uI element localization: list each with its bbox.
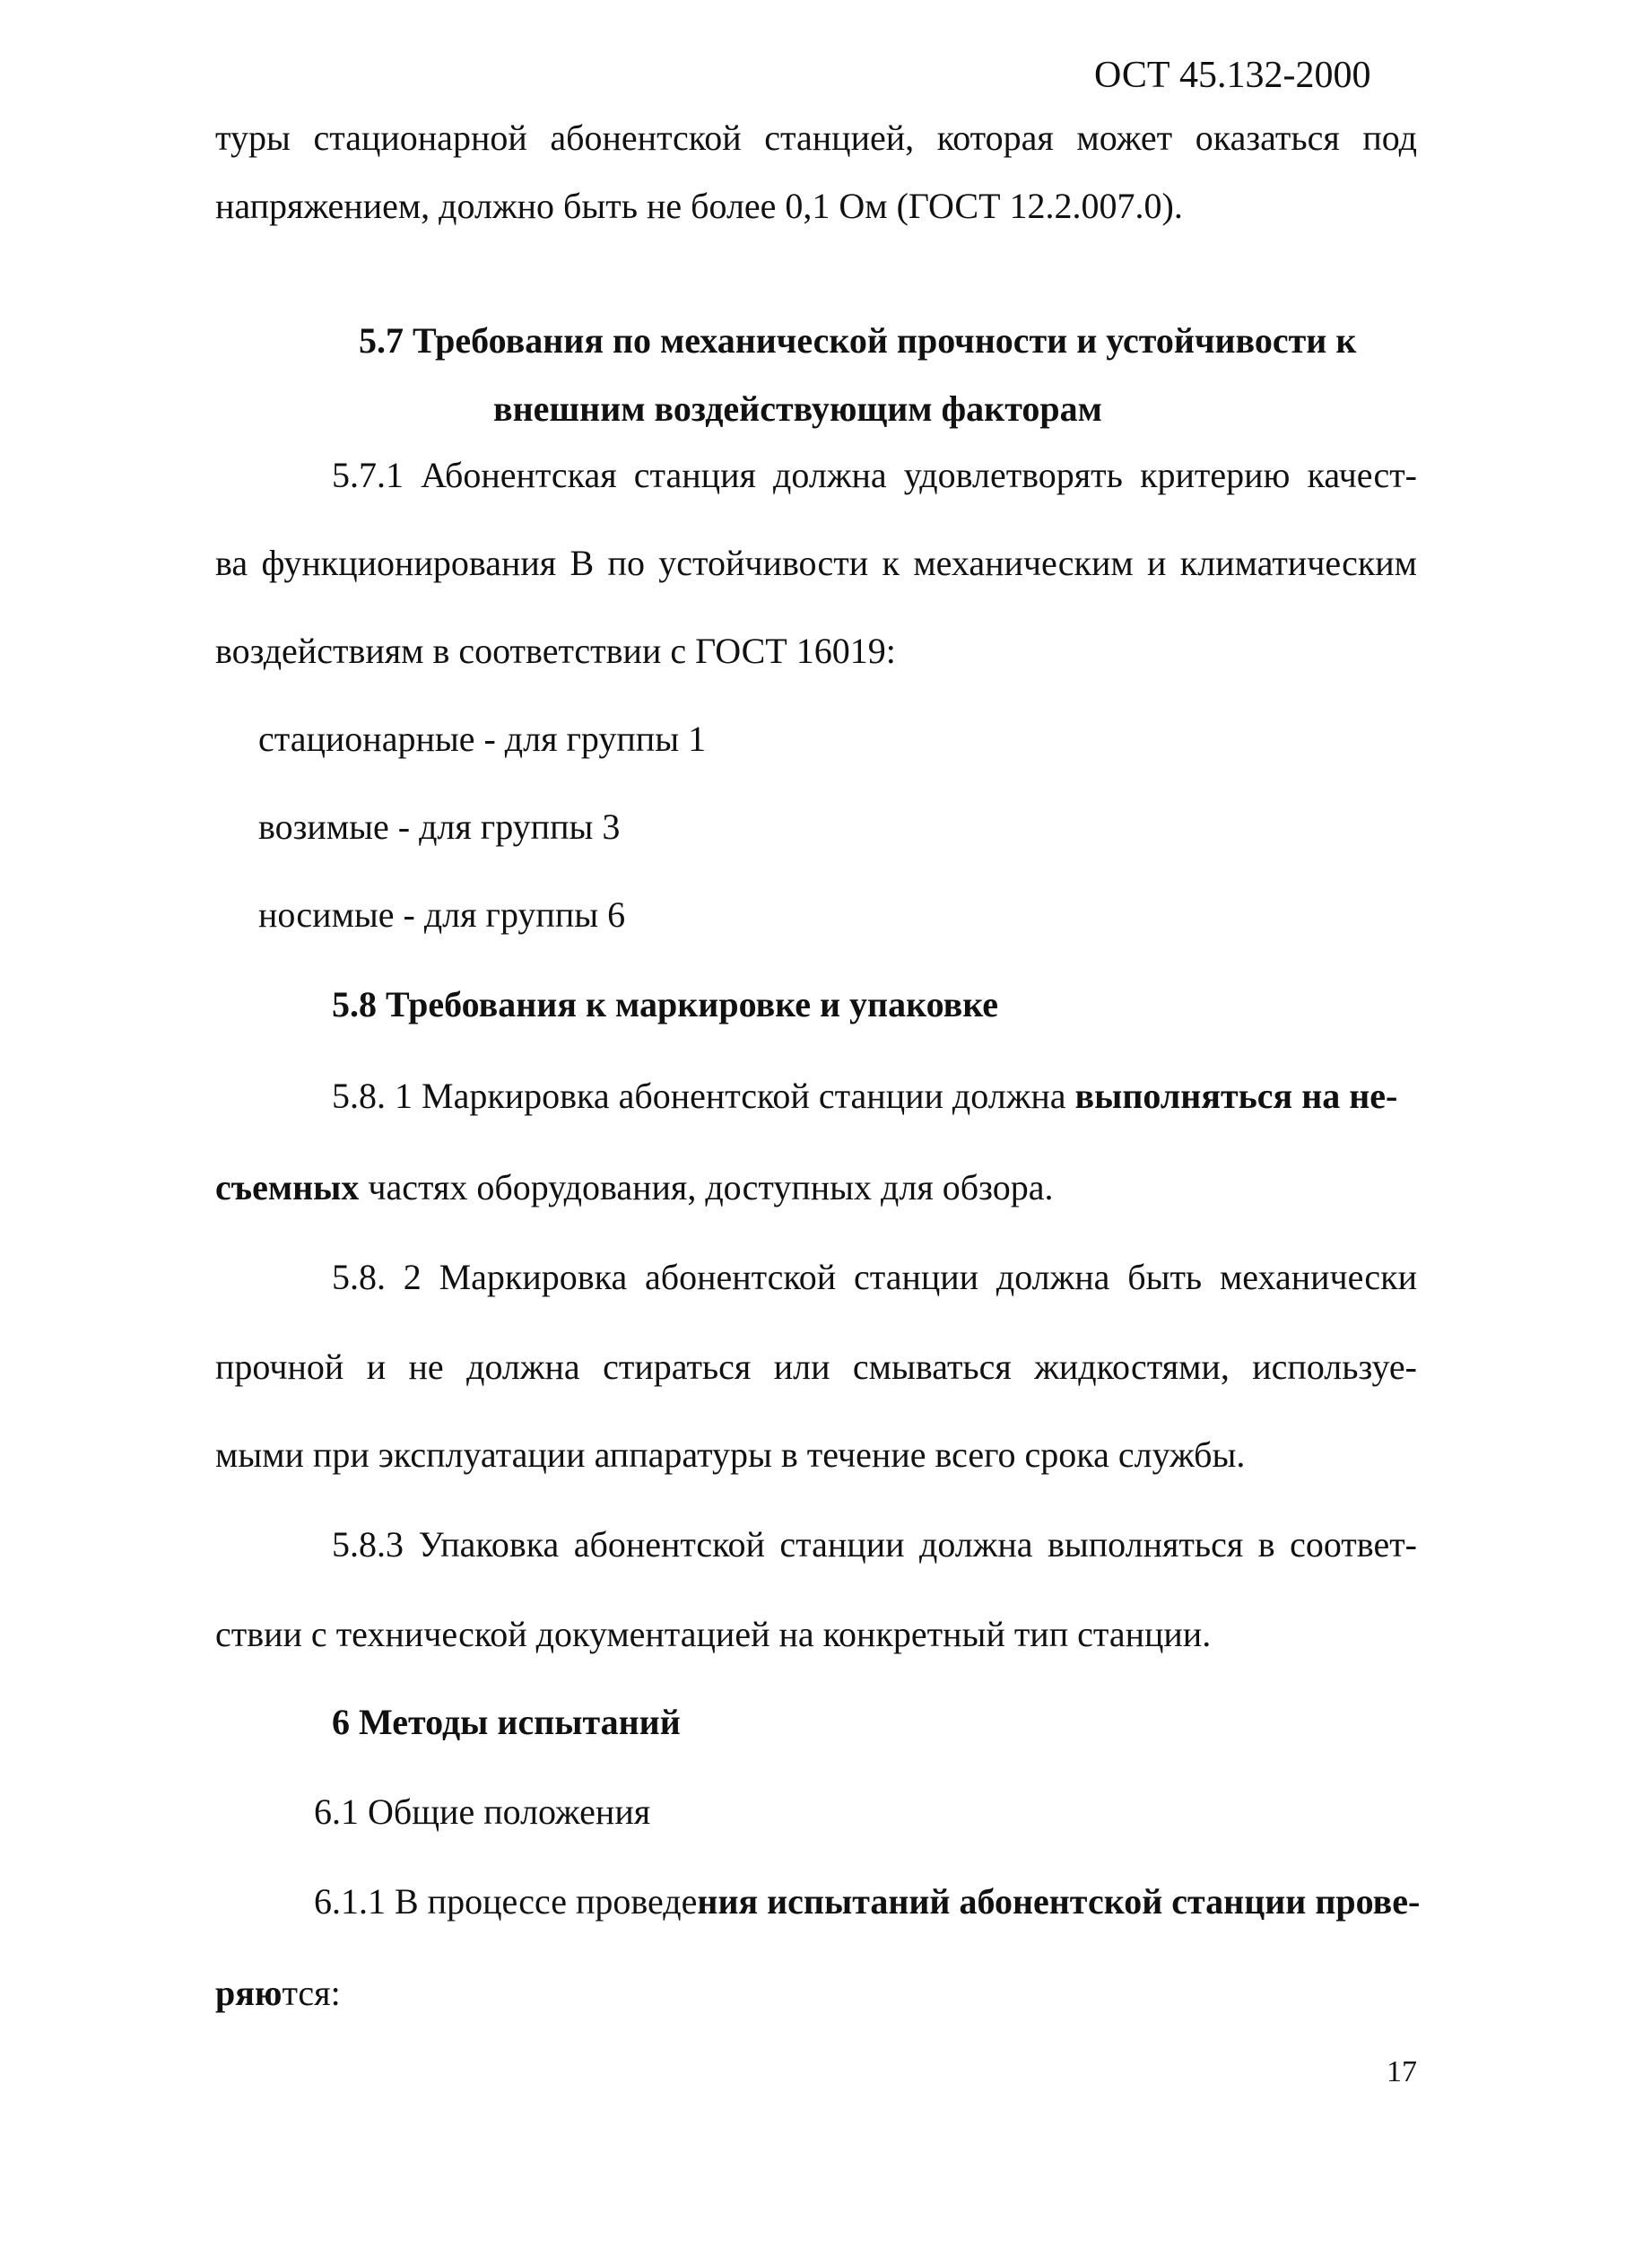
section-5-7-heading-line-1: 5.7 Требования по механической прочности и устойчивости к bbox=[359, 320, 1357, 361]
paragraph-5-8-1-line-2 bbox=[215, 1166, 1053, 1209]
paragraph-6-1-1-text-bold: ряю bbox=[215, 1973, 283, 2013]
section-5-7-heading-line-2: внешним воздействующим факторам bbox=[493, 388, 1102, 429]
paragraph-5-8-1-text: частях оборудования, доступных для обзора. bbox=[359, 1167, 1054, 1207]
section-6-heading: 6 Методы испытаний bbox=[332, 1702, 681, 1742]
document-code: ОСТ 45.132-2000 bbox=[1094, 55, 1371, 96]
subsection-6-1-heading: 6.1 Общие положения bbox=[314, 1791, 651, 1832]
paragraph-5-8-2-line-1: 5.8. 2 Маркировка абонентской станции должна быть механически bbox=[332, 1257, 1417, 1297]
page-number: 17 bbox=[1387, 2055, 1417, 2088]
paragraph-5-8-1-text-bold: выполняться на не- bbox=[1074, 1076, 1398, 1116]
paragraph-6-1-1-line-1 bbox=[314, 1880, 1420, 1923]
paragraph-5-8-3-line-1: 5.8.3 Упаковка абонентской станции должна выполняться в соответ- bbox=[332, 1524, 1417, 1565]
paragraph-5-8-1-text: 5.8. 1 Маркировка абонентской станции должна bbox=[332, 1076, 1075, 1116]
paragraph-5-7-1-line-1: 5.7.1 Абонентская станция должна удовлетворять критерию качест- bbox=[332, 455, 1417, 495]
paragraph-5-8-1-line-1 bbox=[332, 1075, 1397, 1118]
list-item: возимые - для группы 3 bbox=[258, 806, 621, 847]
paragraph-6-1-1-text-bold: ния испытаний абонентской станции прове- bbox=[697, 1881, 1421, 1922]
paragraph-6-1-1-line-2 bbox=[215, 1972, 341, 2015]
paragraph-6-1-1-text: 6.1.1 В процессе проведе bbox=[314, 1881, 698, 1922]
list-item: носимые - для группы 6 bbox=[258, 894, 626, 935]
list-item: стационарные - для группы 1 bbox=[258, 719, 707, 759]
paragraph-6-1-1-text: тся: bbox=[282, 1973, 341, 2013]
intro-line-2: напряжением, должно быть не более 0,1 Ом (ГОСТ 12.2.007.0). bbox=[215, 186, 1183, 226]
paragraph-5-8-2-line-2: прочной и не должна стираться или смываться жидкостями, используе- bbox=[215, 1347, 1417, 1387]
paragraph-5-7-1-line-2: ва функционирования В по устойчивости к механическим и климатическим bbox=[215, 543, 1417, 583]
section-5-8-heading: 5.8 Требования к маркировке и упаковке bbox=[332, 984, 999, 1024]
paragraph-5-8-3-line-2: ствии с технической документацией на конкретный тип станции. bbox=[215, 1614, 1212, 1654]
paragraph-5-7-1-line-3: воздействиям в соответствии с ГОСТ 16019: bbox=[215, 631, 896, 671]
paragraph-5-8-1-text-bold: съемных bbox=[215, 1167, 360, 1207]
intro-line-1: туры стационарной абонентской станцией, которая может оказаться под bbox=[215, 118, 1417, 158]
paragraph-5-8-2-line-3: мыми при эксплуатации аппаратуры в течение всего срока службы. bbox=[215, 1434, 1246, 1475]
